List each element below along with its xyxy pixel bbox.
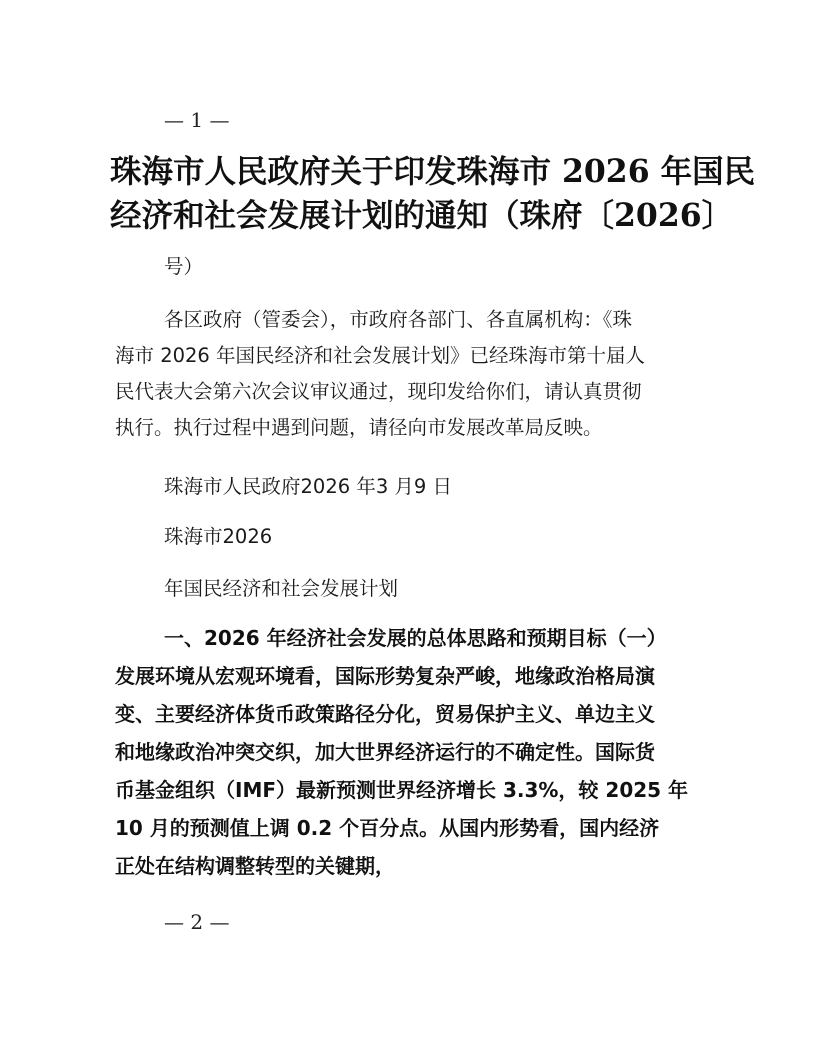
plan-heading-line-2: 年国民经济和社会发展计划 <box>164 577 399 600</box>
notice-line-2: 海市 2026 年国民经济和社会发展计划》已经珠海市第十届人 <box>115 344 646 367</box>
notice-line-1: 各区政府（管委会），市政府各部门、各直属机构：《珠 <box>164 308 633 331</box>
title-line-1: 珠海市人民政府关于印发珠海市 2026 年国民 <box>110 153 756 190</box>
title-line-3: 号） <box>164 255 204 278</box>
notice-line-3: 民代表大会第六次会议审议通过，现印发给你们，请认真贯彻 <box>115 380 642 403</box>
signature-line: 珠海市人民政府2026 年3 月9 日 <box>164 475 453 498</box>
plan-body-line-6: 10 月的预测值上调 0.2 个百分点。从国内形势看，国内经济 <box>115 816 660 840</box>
page-number-top: — 1 — <box>164 108 230 132</box>
plan-body-line-2: 发展环境从宏观环境看，国际形势复杂严峻，地缘政治格局演 <box>115 664 655 688</box>
plan-heading-line-1: 珠海市2026 <box>164 525 273 548</box>
plan-body-line-5: 币基金组织（IMF）最新预测世界经济增长 3.3%，较 2025 年 <box>115 778 689 802</box>
plan-body-line-3: 变、主要经济体货币政策路径分化，贸易保护主义、单边主义 <box>115 702 655 726</box>
page-number-bottom: — 2 — <box>164 910 230 934</box>
title-line-2: 经济和社会发展计划的通知（珠府〔2026〕 <box>110 197 734 234</box>
notice-line-4: 执行。执行过程中遇到问题，请径向市发展改革局反映。 <box>115 416 603 439</box>
plan-body-line-1: 一、2026 年经济社会发展的总体思路和预期目标（一） <box>164 626 667 650</box>
plan-body-line-4: 和地缘政治冲突交织，加大世界经济运行的不确定性。国际货 <box>115 740 655 764</box>
plan-body-line-7: 正处在结构调整转型的关键期， <box>115 854 395 878</box>
